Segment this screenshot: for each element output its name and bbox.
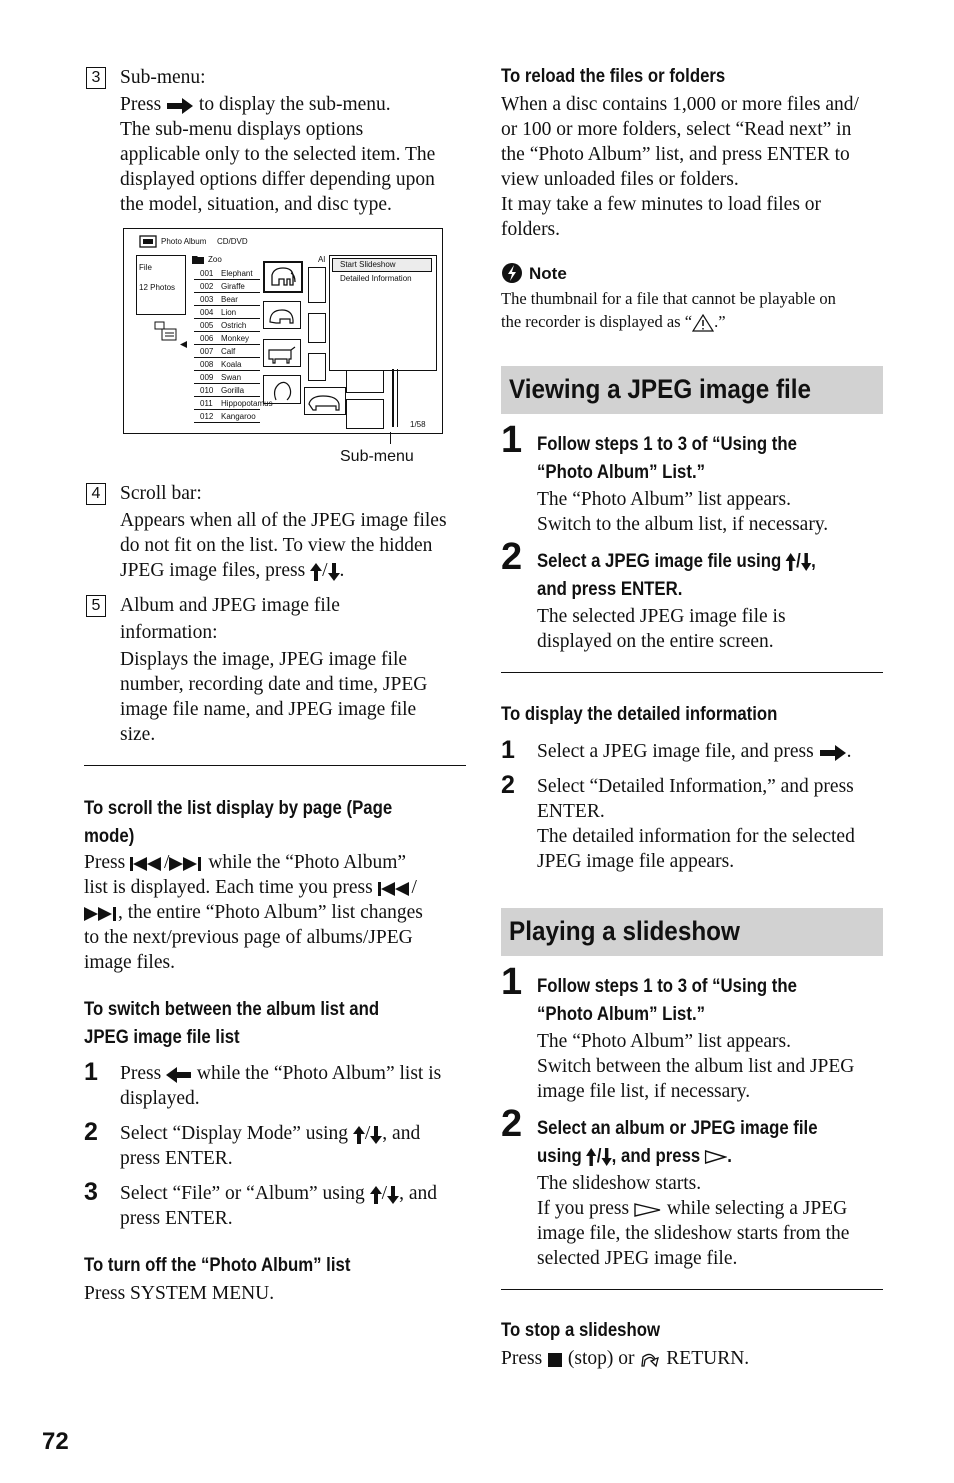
file-number: 007 <box>200 347 214 356</box>
line: information: <box>120 622 218 643</box>
text: (stop) or <box>567 1348 635 1369</box>
file-number: 011 <box>200 399 213 408</box>
line: mode) <box>84 825 135 847</box>
line: image file name, and JPEG image file <box>120 699 417 720</box>
down-arrow-icon <box>328 563 340 581</box>
right-arrow-icon <box>819 745 847 761</box>
line: Displays the image, JPEG image file <box>120 649 408 670</box>
thumbnail-elephant <box>263 261 303 293</box>
submenu-caption: Sub-menu <box>340 448 414 465</box>
text: Select a JPEG image file, and press <box>537 741 814 762</box>
line: press ENTER. <box>120 1208 233 1229</box>
line: Select “Detailed Information,” and press <box>537 776 854 797</box>
line: “Photo Album” List.” <box>537 1003 705 1025</box>
album-info-title <box>120 593 340 645</box>
down-arrow-icon <box>370 1126 382 1144</box>
album-column: Al <box>318 255 326 264</box>
jpeg-step-2-heading: Select a JPEG image file using / , and press ENTER. <box>537 547 816 603</box>
line: size. <box>120 724 156 745</box>
file-name: Bear <box>221 295 238 304</box>
file-number: 001 <box>200 269 214 278</box>
item-number-4: 4 <box>86 483 106 505</box>
submenu-popup <box>329 255 437 371</box>
text: .” <box>714 312 726 331</box>
text: , and <box>399 1183 437 1204</box>
line: folders. <box>501 219 561 240</box>
line: The sub-menu displays options <box>120 119 364 140</box>
screen-media: CD/DVD <box>217 237 248 246</box>
text: Press <box>120 94 162 115</box>
row-divider <box>194 357 260 358</box>
text: Select “Display Mode” using <box>120 1123 348 1144</box>
thumbnail-hippopotamus <box>304 387 346 415</box>
text: , and press <box>611 1145 701 1167</box>
file-number: 005 <box>200 321 214 330</box>
reload-heading: To reload the files or folders <box>501 65 726 87</box>
line: the “Photo Album” list, and press ENTER to <box>501 144 850 165</box>
text: Press <box>84 852 126 873</box>
step-number-3: 3 <box>84 1178 98 1206</box>
switch-step-1 <box>120 1061 441 1111</box>
line: Press / while the “Photo Album” <box>84 852 407 873</box>
line: The thumbnail for a file that cannot be playable on <box>501 289 836 308</box>
previous-icon <box>130 856 164 872</box>
line: JPEG image files, press / . <box>120 560 345 581</box>
line: view unloaded files or folders. <box>501 169 739 190</box>
text: , and <box>382 1123 421 1144</box>
text: while selecting a JPEG <box>666 1198 848 1219</box>
text: using <box>537 1145 582 1167</box>
line: the model, situation, and disc type. <box>120 194 392 215</box>
file-number: 004 <box>200 308 214 317</box>
text: Press <box>501 1348 543 1369</box>
file-number: 012 <box>200 412 214 421</box>
elephant-icon <box>265 263 301 291</box>
scroll-bar <box>392 369 394 427</box>
slide-step-2-text <box>537 1171 849 1271</box>
line: and press ENTER. <box>537 578 683 600</box>
line: Follow steps 1 to 3 of “Using the <box>537 433 797 455</box>
next-icon <box>169 856 203 872</box>
line: list is displayed. Each time you press / <box>84 877 417 898</box>
jpeg-step-2-text <box>537 604 786 654</box>
line: It may take a few minutes to load files or <box>501 194 822 215</box>
file-number: 008 <box>200 360 214 369</box>
slide-step-1-text <box>537 1029 854 1104</box>
next-icon <box>84 906 118 922</box>
row-divider <box>194 422 260 423</box>
text: , the entire “Photo Album” list changes <box>118 902 423 923</box>
caption-leader-line <box>390 432 391 444</box>
line: Appears when all of the JPEG image files <box>120 510 447 531</box>
text: If you press <box>537 1198 630 1219</box>
play-icon <box>634 1202 662 1218</box>
switch-step-3: Select “File” or “Album” using / , and press ENTER. <box>120 1183 437 1229</box>
line: The slideshow starts. <box>537 1173 702 1194</box>
up-arrow-icon <box>353 1126 365 1144</box>
line <box>537 1196 849 1221</box>
text: while the “Photo Album” list is <box>196 1063 442 1084</box>
up-arrow-icon <box>310 563 322 581</box>
file-name: Monkey <box>221 334 250 343</box>
line: image file, the slideshow starts from the <box>537 1223 850 1244</box>
row-divider <box>194 396 260 397</box>
previous-icon <box>378 881 412 897</box>
menu-detailed-information: Detailed Information <box>340 274 412 283</box>
file-name: Elephant <box>221 269 253 278</box>
down-arrow-icon <box>601 1148 611 1166</box>
row-divider <box>194 292 260 293</box>
file-number: 009 <box>200 373 214 382</box>
note-text <box>501 287 836 333</box>
note-label: Note <box>529 264 567 283</box>
row-divider <box>194 409 260 410</box>
line: ENTER. <box>537 801 605 822</box>
row-divider <box>194 344 260 345</box>
divider <box>501 1289 883 1290</box>
page-number: 72 <box>42 1428 69 1455</box>
line: To switch between the album list and <box>84 998 380 1020</box>
scroll-bar-track <box>397 369 398 427</box>
step-number-1: 1 <box>501 961 523 1003</box>
file-name: Hippopotamus <box>221 399 273 408</box>
turn-off-text: Press SYSTEM MENU. <box>84 1283 275 1304</box>
jpeg-step-1-heading <box>537 430 797 486</box>
line: Switch to the album list, if necessary. <box>537 514 829 535</box>
thumbnail-calf <box>263 339 301 367</box>
album-info-description <box>120 647 427 747</box>
submenu-description <box>120 117 435 217</box>
hippo-icon <box>305 388 345 414</box>
section-band-slideshow <box>501 908 883 956</box>
row-divider <box>194 383 260 384</box>
line: do not fit on the list. To view the hidden <box>120 535 433 556</box>
slide-step-2-heading: Select an album or JPEG image file using / , and press . <box>537 1114 818 1170</box>
text: Press <box>120 1063 162 1084</box>
line: The “Photo Album” list appears. <box>537 489 791 510</box>
line: displayed options differ depending upon <box>120 169 435 190</box>
step-number-2: 2 <box>501 771 515 799</box>
row-divider <box>194 305 260 306</box>
line: “Photo Album” List.” <box>537 461 705 483</box>
line: image files. <box>84 952 175 973</box>
text: while the “Photo Album” <box>208 852 407 873</box>
submenu-press-line <box>120 92 391 117</box>
row-divider <box>194 370 260 371</box>
file-number: 010 <box>200 386 214 395</box>
text: . <box>846 741 852 762</box>
row-divider <box>194 331 260 332</box>
step-number-2: 2 <box>501 536 523 578</box>
bear-icon <box>264 302 300 328</box>
detail-step-2 <box>537 774 855 874</box>
thumbnail-giraffe <box>308 267 326 303</box>
list-mode-icon <box>154 321 178 341</box>
line: Album and JPEG image file <box>120 595 340 616</box>
scroll-page-text <box>84 850 423 975</box>
line: The detailed information for the selected <box>537 826 855 847</box>
folder-icon <box>192 255 204 264</box>
text: JPEG image files, press <box>120 560 306 581</box>
file-label: File <box>139 263 152 272</box>
item-number-5: 5 <box>86 595 106 617</box>
step-number-1: 1 <box>501 736 515 764</box>
detail-heading: To display the detailed information <box>501 703 778 725</box>
file-name: Lion <box>221 308 237 317</box>
file-number: 002 <box>200 282 214 291</box>
up-arrow-icon <box>786 553 796 571</box>
line: JPEG image file appears. <box>537 851 735 872</box>
detail-step-1 <box>537 739 851 764</box>
down-arrow-icon <box>387 1186 399 1204</box>
divider <box>84 765 466 766</box>
warning-icon <box>692 314 714 332</box>
line: Switch between the album list and JPEG <box>537 1056 855 1077</box>
line: displayed on the entire screen. <box>537 631 774 652</box>
item-number-3: 3 <box>86 67 106 89</box>
line: To scroll the list display by page (Page <box>84 797 393 819</box>
step-number-1: 1 <box>84 1058 98 1086</box>
calf-icon <box>264 340 300 366</box>
line: to the next/previous page of albums/JPEG <box>84 927 413 948</box>
divider <box>501 672 883 673</box>
line: displayed. <box>120 1088 200 1109</box>
file-number: 006 <box>200 334 214 343</box>
note-icon <box>501 262 523 284</box>
photo-album-screen-illustration <box>123 228 443 434</box>
text: list is displayed. Each time you press <box>84 877 373 898</box>
row-divider <box>194 318 260 319</box>
left-arrow-icon <box>179 340 188 349</box>
submenu-title: Sub-menu: <box>120 67 206 88</box>
thumbnail-kangaroo <box>346 399 384 429</box>
line: applicable only to the selected item. The <box>120 144 436 165</box>
slide-step-1-heading <box>537 972 797 1028</box>
text: , <box>811 550 816 572</box>
left-arrow-icon <box>166 1067 192 1083</box>
file-name: Giraffe <box>221 282 245 291</box>
scroll-bar-description <box>120 508 447 583</box>
file-name: Gorilla <box>221 386 245 395</box>
thumbnail-ostrich <box>308 313 326 343</box>
file-name: Ostrich <box>221 321 247 330</box>
switch-step-2: Select “Display Mode” using / , and press ENTER. <box>120 1123 421 1169</box>
section-title: Viewing a JPEG image file <box>509 374 812 404</box>
file-name: Swan <box>221 373 242 382</box>
text: Select a JPEG image file using <box>537 550 782 572</box>
up-arrow-icon <box>586 1148 596 1166</box>
step-number-2: 2 <box>84 1118 98 1146</box>
right-arrow-icon <box>166 98 194 114</box>
line: Follow steps 1 to 3 of “Using the <box>537 975 797 997</box>
thumbnail-gorilla <box>263 375 301 404</box>
text: to display the sub-menu. <box>198 94 391 115</box>
jpeg-step-1-text <box>537 487 828 537</box>
line: or 100 or more folders, select “Read next” in <box>501 119 852 140</box>
thumbnail-bear <box>263 301 301 329</box>
page-indicator: 1/58 <box>410 420 426 429</box>
line: When a disc contains 1,000 or more files and/ <box>501 94 859 115</box>
photo-album-icon <box>139 235 157 248</box>
text: the recorder is displayed as “ <box>501 312 693 331</box>
file-number: 003 <box>200 295 214 304</box>
gorilla-icon <box>264 376 300 403</box>
line: press ENTER. <box>120 1148 233 1169</box>
screen-header: Photo Album <box>161 237 207 246</box>
turn-off-heading: To turn off the “Photo Album” list <box>84 1254 351 1276</box>
section-title: Playing a slideshow <box>509 916 740 946</box>
switch-heading <box>84 995 379 1051</box>
play-icon <box>705 1149 727 1165</box>
scroll-page-heading <box>84 794 392 850</box>
section-band-jpeg <box>501 366 883 414</box>
folder-name: Zoo <box>208 255 222 264</box>
file-name: Kangaroo <box>221 412 256 421</box>
line: The “Photo Album” list appears. <box>537 1031 791 1052</box>
stop-text <box>501 1346 749 1371</box>
file-name: Koala <box>221 360 242 369</box>
line: Select an album or JPEG image file <box>537 1117 818 1139</box>
thumbnail-koala <box>308 353 326 381</box>
up-arrow-icon <box>370 1186 382 1204</box>
stop-heading: To stop a slideshow <box>501 1319 661 1341</box>
step-number-1: 1 <box>501 419 523 461</box>
file-name: Calf <box>221 347 236 356</box>
photos-count: 12 Photos <box>139 283 176 292</box>
line: JPEG image file list <box>84 1026 240 1048</box>
stop-icon <box>547 1352 563 1368</box>
line: image file list, if necessary. <box>537 1081 751 1102</box>
text: Select “File” or “Album” using <box>120 1183 365 1204</box>
step-number-2: 2 <box>501 1103 523 1145</box>
text: RETURN. <box>666 1348 750 1369</box>
text: . <box>727 1145 732 1167</box>
line <box>84 900 423 925</box>
row-divider <box>194 279 260 280</box>
line: The selected JPEG image file is <box>537 606 786 627</box>
down-arrow-icon <box>801 553 811 571</box>
scroll-bar-title: Scroll bar: <box>120 483 202 504</box>
line: number, recording date and time, JPEG <box>120 674 428 695</box>
return-icon <box>639 1352 661 1368</box>
line: selected JPEG image file. <box>537 1248 738 1269</box>
reload-text <box>501 92 859 242</box>
menu-start-slideshow: Start Slideshow <box>340 260 396 269</box>
line <box>501 310 836 333</box>
